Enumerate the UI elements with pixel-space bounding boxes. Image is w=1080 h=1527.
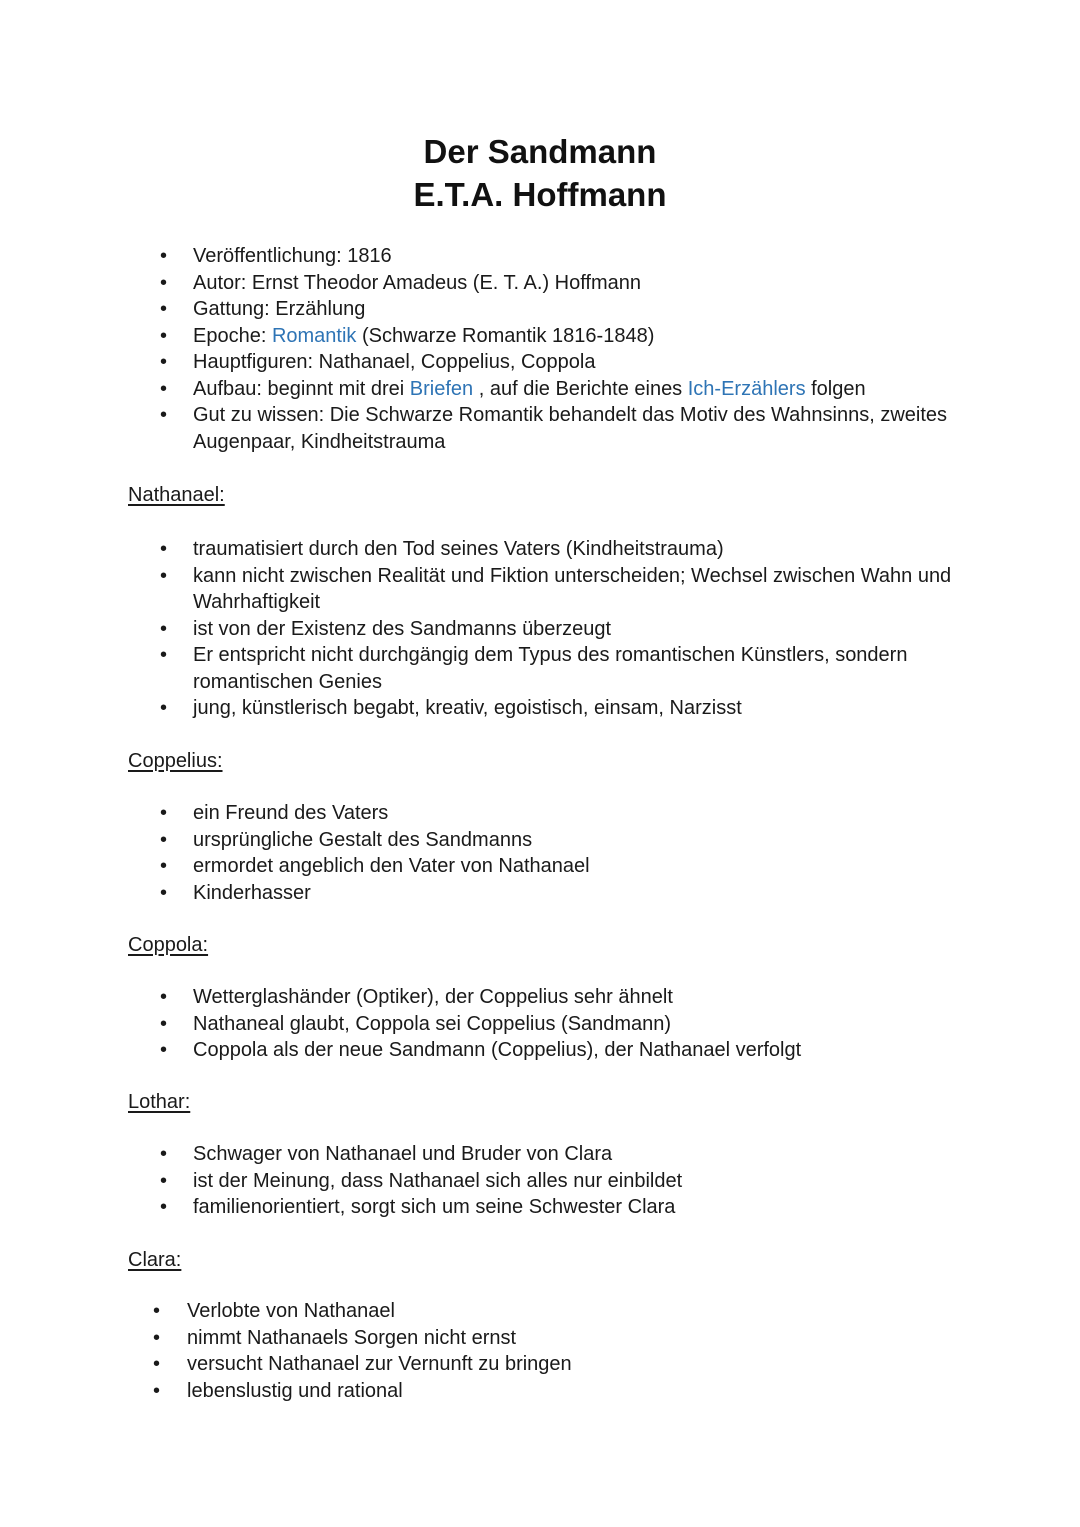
bullet-icon: • [160, 404, 168, 426]
link-ich-erzaehlers[interactable]: Ich-Erzählers [687, 377, 806, 400]
item-text: versucht Nathanael zur Vernunft zu bringen [187, 1353, 572, 1375]
list-item [0, 1298, 1080, 1325]
list-item [0, 1037, 1080, 1064]
bullet-icon: • [153, 1353, 161, 1375]
bullet-icon: • [160, 351, 168, 373]
list-item [0, 243, 1080, 270]
list-item [0, 376, 1080, 403]
bullet-icon: • [160, 855, 168, 877]
link-romantik[interactable]: Romantik [271, 324, 357, 347]
bullet-icon: • [160, 538, 168, 560]
bullet-icon: • [160, 564, 168, 587]
section-heading-coppelius: Coppelius: [128, 750, 223, 772]
list-item [0, 880, 1080, 907]
list-item [0, 853, 1080, 880]
section-list-coppelius [0, 800, 1080, 906]
bullet-icon: • [160, 245, 168, 267]
item-text: ist der Meinung, dass Nathanael sich alles nur einbildet [193, 1169, 683, 1192]
item-text-line-1: Gut zu wissen: Die Schwarze Romantik behandelt das Motiv des Wahnsinns, zweites [193, 404, 948, 426]
item-suffix: (Schwarze Romantik 1816-1848) [356, 324, 655, 347]
list-item [0, 270, 1080, 297]
bullet-icon: • [160, 1196, 168, 1218]
item-text-line-2: romantischen Genies [193, 670, 382, 693]
list-item [0, 1378, 1080, 1405]
item-text: Coppola als der neue Sandmann (Coppelius), der Nathanael verfolgt [193, 1039, 802, 1061]
bullet-icon: • [153, 1300, 161, 1322]
overview-list [0, 243, 1080, 455]
bullet-icon: • [160, 1039, 168, 1061]
list-item [0, 827, 1080, 854]
item-suffix: folgen [805, 377, 866, 400]
bullet-icon: • [160, 881, 168, 904]
item-text: ermordet angeblich den Vater von Nathanael [193, 855, 590, 877]
bullet-icon: • [160, 644, 168, 666]
list-item [0, 1351, 1080, 1378]
bullet-icon: • [153, 1326, 161, 1349]
item-text: Schwager von Nathanael und Bruder von Clara [193, 1143, 613, 1165]
item-text: familienorientiert, sorgt sich um seine Schwester Clara [193, 1196, 676, 1218]
item-text: nimmt Nathanaels Sorgen nicht ernst [187, 1326, 517, 1349]
bullet-icon: • [160, 324, 168, 347]
title-line-2: E.T.A. Hoffmann [413, 176, 667, 213]
list-item [0, 642, 1080, 695]
list-item [0, 695, 1080, 722]
item-text: Wetterglashänder (Optiker), der Coppelius sehr ähnelt [193, 986, 673, 1008]
item-text: Nathaneal glaubt, Coppola sei Coppelius (Sandmann) [193, 1012, 672, 1035]
bullet-icon: • [160, 828, 168, 851]
section-list-nathanael [0, 536, 1080, 722]
bullet-icon: • [160, 1143, 168, 1165]
section-list-clara [0, 1298, 1080, 1404]
item-text: ursprüngliche Gestalt des Sandmanns [193, 828, 533, 851]
item-text: Hauptfiguren: Nathanael, Coppelius, Coppola [193, 351, 596, 373]
section-list-coppola [0, 984, 1080, 1064]
list-item [0, 402, 1080, 455]
bullet-icon: • [160, 377, 168, 400]
list-item [0, 536, 1080, 563]
section-heading-coppola: Coppola: [128, 934, 209, 956]
bullet-icon: • [160, 298, 168, 320]
section-heading-nathanael: Nathanael: [128, 484, 225, 506]
title-line-1: Der Sandmann [423, 133, 657, 170]
list-item [0, 1325, 1080, 1352]
list-item [0, 1011, 1080, 1038]
bullet-icon: • [160, 697, 168, 719]
item-prefix: Epoche: [193, 324, 272, 347]
section-heading-lothar: Lothar: [128, 1091, 191, 1113]
item-text: traumatisiert durch den Tod seines Vaters (Kindheitstrauma) [193, 538, 724, 560]
item-text: Autor: Ernst Theodor Amadeus (E. T. A.) Hoffmann [193, 271, 642, 294]
document-title [0, 130, 1080, 216]
bullet-icon: • [160, 1012, 168, 1035]
item-text: Kinderhasser [193, 881, 311, 904]
item-text: jung, künstlerisch begabt, kreativ, egoistisch, einsam, Narzisst [193, 697, 742, 719]
list-item [0, 323, 1080, 350]
bullet-icon: • [160, 802, 168, 824]
item-text: lebenslustig und rational [187, 1379, 403, 1402]
item-text-line-2: Wahrhaftigkeit [193, 591, 321, 613]
list-item [0, 1141, 1080, 1168]
section-heading-clara: Clara: [128, 1249, 182, 1271]
item-text: ein Freund des Vaters [193, 802, 389, 824]
item-prefix: Aufbau: beginnt mit drei [193, 377, 410, 400]
item-text: Gattung: Erzählung [193, 298, 366, 320]
item-middle: , auf die Berichte eines [473, 377, 688, 400]
item-text: Veröffentlichung: 1816 [193, 245, 392, 267]
list-item [0, 349, 1080, 376]
bullet-icon: • [153, 1379, 161, 1402]
list-item [0, 984, 1080, 1011]
list-item [0, 616, 1080, 643]
item-text-line-1: kann nicht zwischen Realität und Fiktion unterscheiden; Wechsel zwischen Wahn und [193, 564, 952, 587]
bullet-icon: • [160, 271, 168, 294]
link-briefen[interactable]: Briefen [409, 377, 474, 400]
list-item [0, 1194, 1080, 1221]
item-text: Verlobte von Nathanael [187, 1300, 395, 1322]
bullet-icon: • [160, 986, 168, 1008]
bullet-icon: • [160, 1169, 168, 1192]
item-text: ist von der Existenz des Sandmanns überzeugt [193, 617, 612, 640]
item-text-line-2: Augenpaar, Kindheitstrauma [193, 430, 446, 453]
section-list-lothar [0, 1141, 1080, 1221]
item-text-line-1: Er entspricht nicht durchgängig dem Typus des romantischen Künstlers, sondern [193, 644, 908, 666]
list-item [0, 800, 1080, 827]
list-item [0, 1168, 1080, 1195]
list-item [0, 563, 1080, 616]
bullet-icon: • [160, 617, 168, 640]
list-item [0, 296, 1080, 323]
